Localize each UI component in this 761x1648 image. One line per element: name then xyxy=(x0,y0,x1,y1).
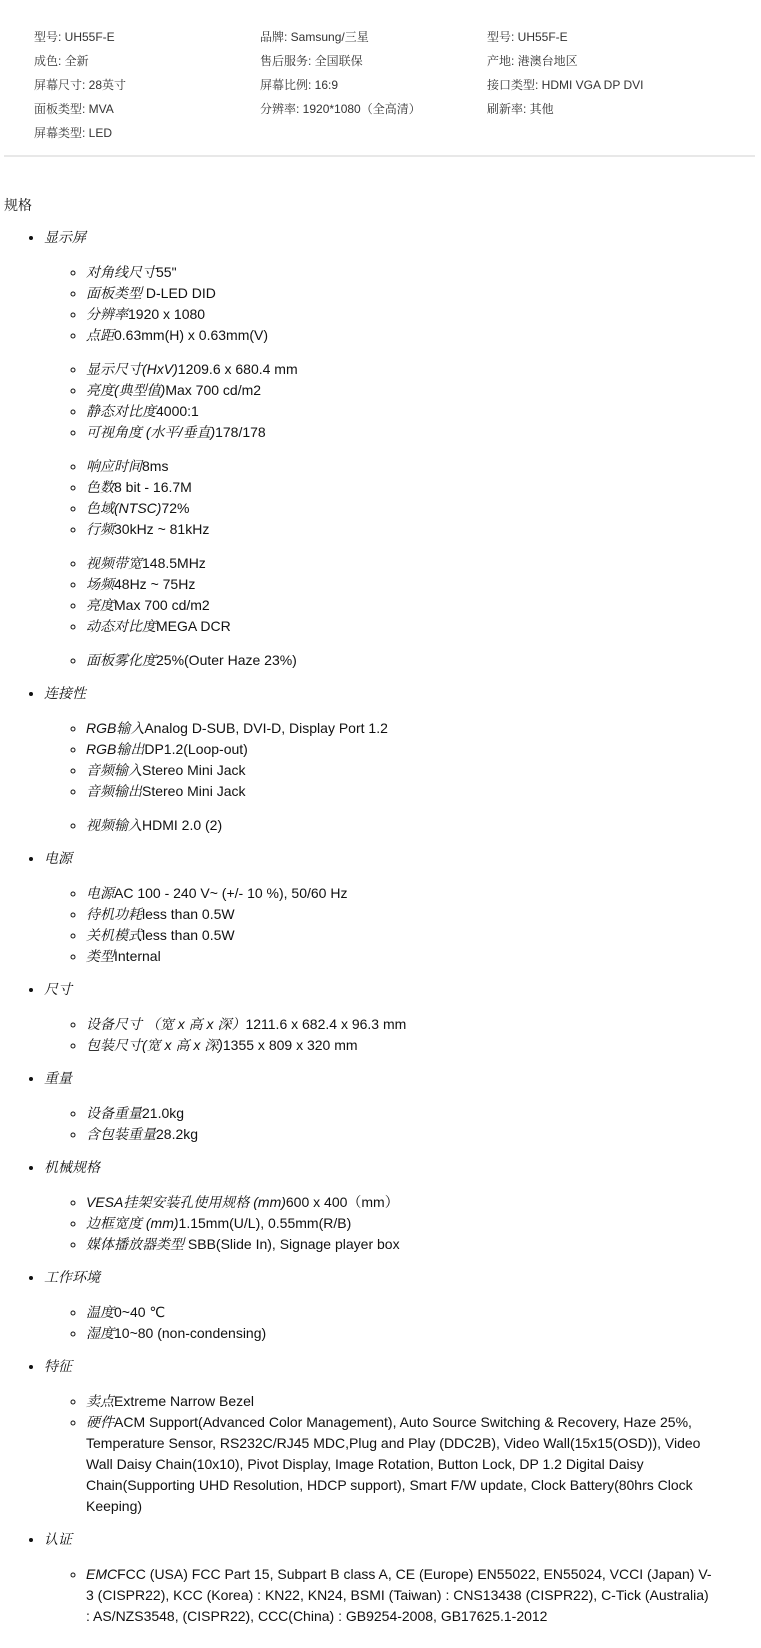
attribute-item: 售后服务: 全国联保 xyxy=(260,54,363,68)
spec-item xyxy=(86,1213,761,1234)
spec-key: 场频 xyxy=(86,576,114,592)
spec-item xyxy=(86,359,761,380)
spec-section xyxy=(44,1267,761,1344)
spec-item-list xyxy=(44,1192,761,1255)
spec-value: DP1.2(Loop-out) xyxy=(144,741,248,757)
spec-value: Stereo Mini Jack xyxy=(142,783,246,799)
spec-item xyxy=(86,1302,761,1323)
spec-value: MEGA DCR xyxy=(156,618,231,634)
spec-key: RGB输入 xyxy=(86,720,145,736)
spec-key: 包装尺寸(宽 x 高 x 深) xyxy=(86,1037,223,1053)
spec-item xyxy=(86,904,761,925)
spec-value: 1211.6 x 682.4 x 96.3 mm xyxy=(245,1016,407,1032)
spec-item-list xyxy=(44,1103,761,1145)
spec-item-list xyxy=(44,1302,761,1344)
spec-key: 卖点 xyxy=(86,1393,114,1409)
spec-value: SBB(Slide In), Signage player box xyxy=(184,1236,400,1252)
spec-value: 0.63mm(H) x 0.63mm(V) xyxy=(114,327,269,343)
spec-key: VESA挂架安装孔使用规格 (mm) xyxy=(86,1194,286,1210)
spec-value: 148.5MHz xyxy=(142,555,206,571)
spec-key: 色数 xyxy=(86,479,114,495)
spec-key: 边框宽度 (mm) xyxy=(86,1215,179,1231)
spec-key: 点距 xyxy=(86,327,114,343)
spec-item xyxy=(86,519,761,540)
spec-value: Max 700 cd/m2 xyxy=(165,382,262,398)
spec-section-label: 显示屏 xyxy=(44,229,86,245)
spec-item xyxy=(86,422,761,443)
spec-key: 关机模式 xyxy=(86,927,142,943)
spec-key: 设备尺寸 （宽 x 高 x 深） xyxy=(86,1016,246,1032)
spec-item xyxy=(86,946,761,967)
spec-item xyxy=(86,1391,761,1412)
spec-heading: 规格 xyxy=(4,197,32,213)
spec-section xyxy=(44,1157,761,1255)
spec-item xyxy=(86,1014,761,1035)
product-attributes-panel xyxy=(0,0,761,158)
spec-item xyxy=(86,1124,761,1145)
spec-value: 0~40 ℃ xyxy=(114,1304,166,1320)
spec-key: 动态对比度 xyxy=(86,618,156,634)
spec-item xyxy=(86,283,761,304)
spec-key: 面板雾化度 xyxy=(86,652,156,668)
spec-item xyxy=(86,925,761,946)
spec-item xyxy=(86,595,761,616)
spec-section xyxy=(44,848,761,967)
spec-value: 48Hz ~ 75Hz xyxy=(114,576,196,592)
spec-value: 1.15mm(U/L), 0.55mm(R/B) xyxy=(178,1215,352,1231)
spec-value: less than 0.5W xyxy=(142,906,235,922)
spec-key: 静态对比度 xyxy=(86,403,156,419)
spec-value: 178/178 xyxy=(215,424,266,440)
spec-key: 视频带宽 xyxy=(86,555,142,571)
spec-value: less than 0.5W xyxy=(142,927,235,943)
spec-item xyxy=(86,760,761,781)
spec-item xyxy=(86,553,761,574)
spec-item xyxy=(86,1234,761,1255)
spec-key: 音频输入 xyxy=(86,762,142,778)
spec-section xyxy=(44,227,761,671)
spec-item xyxy=(86,1103,761,1124)
spec-value: 8 bit - 16.7M xyxy=(114,479,192,495)
spec-value: Stereo Mini Jack xyxy=(142,762,246,778)
spec-value: 30kHz ~ 81kHz xyxy=(114,521,210,537)
spec-key: 待机功耗 xyxy=(86,906,142,922)
spec-value: HDMI 2.0 (2) xyxy=(142,817,223,833)
spec-key: 对角线尺寸 xyxy=(86,264,156,280)
spec-section-label: 认证 xyxy=(44,1531,72,1547)
spec-item xyxy=(86,883,761,904)
spec-value: 1209.6 x 680.4 mm xyxy=(177,361,298,377)
spec-key: EMC xyxy=(86,1566,118,1582)
spec-value: 72% xyxy=(161,500,190,516)
attribute-row xyxy=(34,124,734,148)
spec-item xyxy=(86,616,761,637)
spec-key: 亮度(典型值) xyxy=(86,382,166,398)
spec-item xyxy=(86,1192,761,1213)
spec-value: Extreme Narrow Bezel xyxy=(114,1393,255,1409)
attribute-row xyxy=(34,52,734,76)
spec-list-container xyxy=(0,215,761,1627)
spec-item xyxy=(86,304,761,325)
attribute-row xyxy=(34,76,734,100)
spec-item xyxy=(86,1323,761,1344)
spec-item-list xyxy=(44,718,761,836)
spec-item xyxy=(86,650,761,671)
spec-value: 25%(Outer Haze 23%) xyxy=(156,652,297,668)
spec-item xyxy=(86,574,761,595)
spec-section-label: 重量 xyxy=(44,1070,72,1086)
spec-key: 亮度 xyxy=(86,597,114,613)
attribute-item: 面板类型: MVA xyxy=(34,102,114,116)
spec-key: 媒体播放器类型 xyxy=(86,1236,184,1252)
spec-section xyxy=(44,683,761,836)
attribute-item: 刷新率: 其他 xyxy=(487,102,554,116)
spec-key: 含包装重量 xyxy=(86,1126,156,1142)
spec-key: 温度 xyxy=(86,1304,114,1320)
spec-value: 600 x 400（mm） xyxy=(285,1194,399,1210)
spec-key: 湿度 xyxy=(86,1325,114,1341)
attribute-grid xyxy=(34,28,734,148)
spec-value: Max 700 cd/m2 xyxy=(114,597,210,613)
spec-key: 音频输出 xyxy=(86,783,142,799)
spec-section-label: 尺寸 xyxy=(44,981,72,997)
spec-item xyxy=(86,739,761,760)
spec-item xyxy=(86,262,761,283)
spec-item-list xyxy=(44,883,761,967)
spec-key: 电源 xyxy=(86,885,114,901)
spec-key: 行频 xyxy=(86,521,114,537)
spec-item xyxy=(86,401,761,422)
spec-item xyxy=(86,1412,761,1517)
spec-key: 视频输入 xyxy=(86,817,142,833)
spec-item xyxy=(86,498,761,519)
spec-value: Internal xyxy=(114,948,161,964)
attribute-row xyxy=(34,28,734,52)
spec-key: 可视角度 (水平/垂直) xyxy=(86,424,216,440)
spec-sections xyxy=(0,227,761,1627)
attribute-item: 屏幕比例: 16:9 xyxy=(260,78,339,92)
spec-key: 显示尺寸(HxV) xyxy=(86,361,178,377)
spec-key: 硬件 xyxy=(86,1414,114,1430)
spec-item-list xyxy=(44,1564,761,1627)
spec-value: ACM Support(Advanced Color Management), Auto Source Switching & Recovery, Haze 25%, Temperature Sensor, RS232C/RJ45 MDC,Plug and Play (DDC2B), Video Wall(15x15(OSD)), Video Wall Daisy Chain(10x10), Pivot Display, Image Rotation, Button Lock, DP 1.2 Digital Daisy Chain(Supporting UHD Resolution, HDCP support), Smart F/W update, Clock Battery(80hrs Clock Keeping) xyxy=(86,1414,701,1514)
spec-value: AC 100 - 240 V~ (+/- 10 %), 50/60 Hz xyxy=(114,885,348,901)
spec-item xyxy=(86,325,761,346)
spec-section xyxy=(44,979,761,1056)
attribute-item: 屏幕尺寸: 28英寸 xyxy=(34,78,127,92)
attribute-item: 分辨率: 1920*1080（全高清） xyxy=(260,102,421,116)
spec-value: Analog D-SUB, DVI-D, Display Port 1.2 xyxy=(144,720,388,736)
spec-value: 21.0kg xyxy=(142,1105,185,1121)
spec-key: 设备重量 xyxy=(86,1105,142,1121)
attribute-row xyxy=(34,100,734,124)
spec-section xyxy=(44,1068,761,1145)
spec-value: 1920 x 1080 xyxy=(128,306,206,322)
spec-key: 分辨率 xyxy=(86,306,128,322)
spec-item-list xyxy=(44,1014,761,1056)
spec-item xyxy=(86,380,761,401)
spec-item xyxy=(86,456,761,477)
spec-section-label: 连接性 xyxy=(44,685,86,701)
spec-section-label: 工作环境 xyxy=(44,1269,100,1285)
spec-key: 面板类型 xyxy=(86,285,142,301)
spec-item xyxy=(86,1564,761,1627)
section-divider xyxy=(4,155,755,157)
attribute-item: 型号: UH55F-E xyxy=(487,30,568,44)
spec-section-label: 电源 xyxy=(44,850,72,866)
spec-value: 4000:1 xyxy=(156,403,199,419)
attribute-item: 品牌: Samsung/三星 xyxy=(260,30,369,44)
spec-section-label: 特征 xyxy=(44,1358,72,1374)
spec-value: 1355 x 809 x 320 mm xyxy=(222,1037,358,1053)
spec-value: 10~80 (non-condensing) xyxy=(114,1325,267,1341)
spec-value: 8ms xyxy=(142,458,169,474)
attribute-item: 成色: 全新 xyxy=(34,54,89,68)
spec-item xyxy=(86,781,761,802)
spec-value: 55" xyxy=(156,264,177,280)
spec-value: D-LED DID xyxy=(142,285,216,301)
spec-value: 28.2kg xyxy=(156,1126,199,1142)
spec-item xyxy=(86,477,761,498)
spec-item xyxy=(86,1035,761,1056)
spec-item xyxy=(86,815,761,836)
spec-section-label: 机械规格 xyxy=(44,1159,100,1175)
spec-item-list xyxy=(44,1391,761,1517)
spec-key: 类型 xyxy=(86,948,114,964)
spec-key: RGB输出 xyxy=(86,741,145,757)
spec-section xyxy=(44,1529,761,1627)
attribute-item: 型号: UH55F-E xyxy=(34,30,115,44)
spec-section xyxy=(44,1356,761,1517)
attribute-item: 接口类型: HDMI VGA DP DVI xyxy=(487,78,644,92)
spec-item-list xyxy=(44,262,761,671)
spec-key: 响应时间 xyxy=(86,458,142,474)
spec-item xyxy=(86,718,761,739)
attribute-item: 屏幕类型: LED xyxy=(34,126,113,140)
attribute-item: 产地: 港澳台地区 xyxy=(487,54,578,68)
spec-key: 色域(NTSC) xyxy=(86,500,162,516)
spec-value: FCC (USA) FCC Part 15, Subpart B class A, CE (Europe) EN55022, EN55024, VCCI (Japan) V-3 (CISPR22), KCC (Korea) : KN22, KN24, BSMI (Taiwan) : CNS13438 (CISPR22), C-Tick (Australia) : AS/NZS3548, (CISPR22), CCC(China) : GB9254-2008, GB17625.1-2012 xyxy=(86,1566,712,1624)
